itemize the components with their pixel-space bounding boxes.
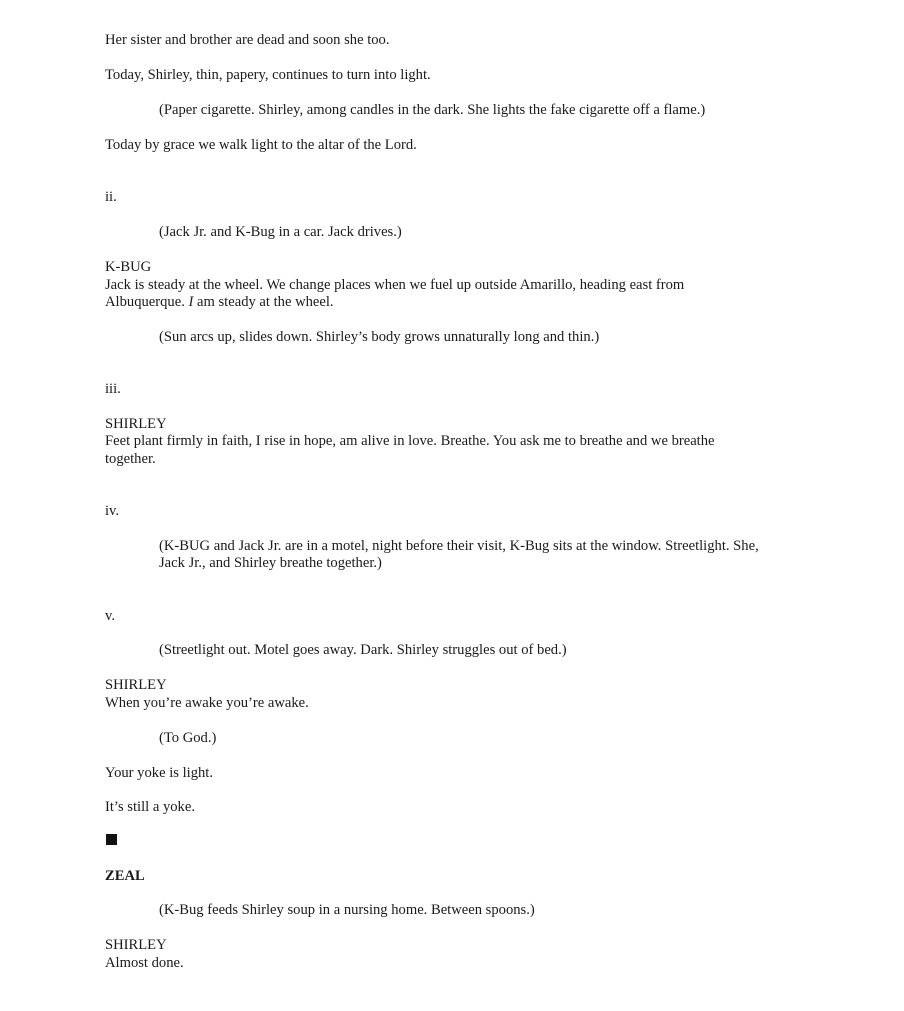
stage-direction: (Sun arcs up, slides down. Shirley’s body grows unnaturally long and thin.) [159, 329, 600, 345]
dialogue-line: Today by grace we walk light to the altar of the Lord. [105, 137, 417, 153]
stage-direction: Jack Jr., and Shirley breathe together.) [159, 555, 382, 571]
dialogue-line: Your yoke is light. [105, 765, 213, 781]
scene-number: iv. [105, 503, 120, 519]
stage-direction: (To God.) [159, 730, 217, 746]
character-name: SHIRLEY [105, 416, 167, 432]
scene-number: iii. [105, 381, 121, 397]
scene-number: v. [105, 608, 115, 624]
stage-direction: (Streetlight out. Motel goes away. Dark. Shirley struggles out of bed.) [159, 642, 567, 658]
dialogue-text: am steady at the wheel. [193, 294, 334, 310]
dialogue-line: Jack is steady at the wheel. We change places when we fuel up outside Amarillo, heading east from [105, 277, 685, 293]
dialogue-line: When you’re awake you’re awake. [105, 695, 309, 711]
character-name: SHIRLEY [105, 677, 167, 693]
dialogue-line [105, 293, 334, 311]
character-name: K-BUG [105, 259, 152, 275]
stage-direction: (K-Bug feeds Shirley soup in a nursing home. Between spoons.) [159, 902, 535, 918]
section-title: ZEAL [105, 868, 145, 884]
stage-direction: (Jack Jr. and K-Bug in a car. Jack drives.) [159, 224, 402, 240]
stage-direction: (Paper cigarette. Shirley, among candles in the dark. She lights the fake cigarette off a flame.) [159, 102, 706, 118]
dialogue-emphasis: I [188, 294, 194, 310]
action-line: Today, Shirley, thin, papery, continues to turn into light. [105, 67, 431, 83]
dialogue-line: Almost done. [105, 955, 184, 971]
scene-number: ii. [105, 189, 117, 205]
dialogue-text: Albuquerque. [105, 294, 189, 310]
section-break-square-icon [106, 834, 117, 845]
character-name: SHIRLEY [105, 937, 167, 953]
stage-direction: (K-BUG and Jack Jr. are in a motel, night before their visit, K-Bug sits at the window. Streetlight. She, [159, 538, 759, 554]
dialogue-line: It’s still a yoke. [105, 799, 195, 815]
action-line: Her sister and brother are dead and soon she too. [105, 32, 390, 48]
dialogue-line: together. [105, 451, 156, 467]
dialogue-line: Feet plant firmly in faith, I rise in hope, am alive in love. Breathe. You ask me to breathe and we breathe [105, 433, 715, 449]
